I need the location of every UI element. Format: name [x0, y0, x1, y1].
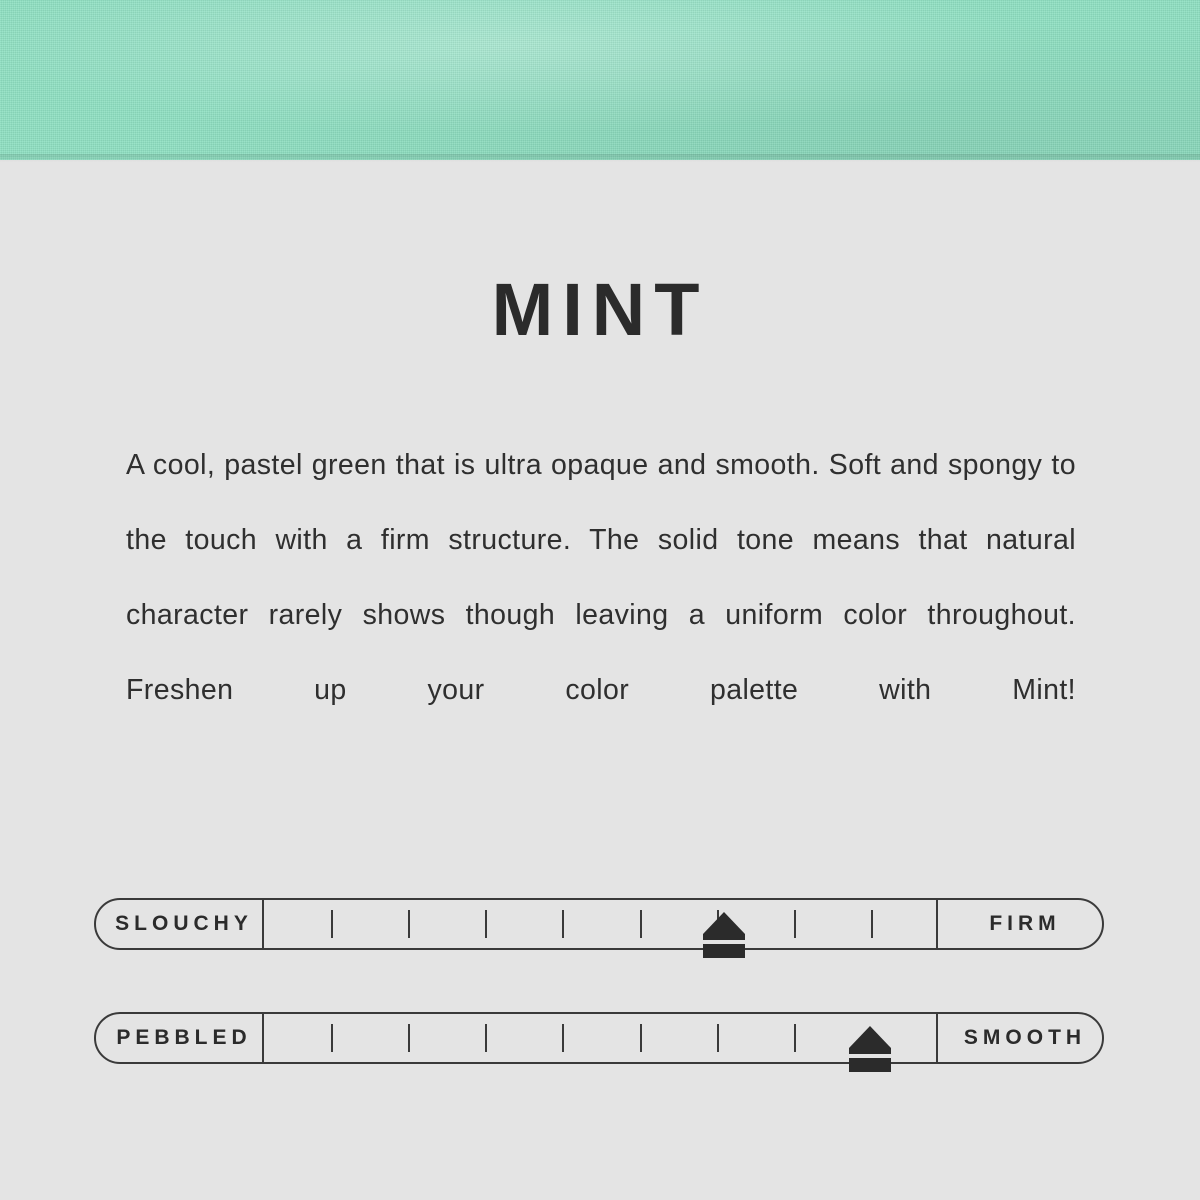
- tick: [485, 910, 487, 938]
- structure-scale-ticks: [264, 898, 936, 950]
- tick: [640, 1024, 642, 1052]
- tick: [562, 1024, 564, 1052]
- structure-scale-marker[interactable]: [703, 912, 745, 958]
- structure-scale-right-label: FIRM: [936, 898, 1106, 950]
- page-title: MINT: [491, 268, 709, 351]
- color-swatch: [0, 0, 1200, 160]
- tick: [794, 1024, 796, 1052]
- marker-slot: [703, 940, 745, 944]
- marker-head-icon: [849, 1026, 891, 1048]
- marker-foot: [849, 1064, 891, 1072]
- tick: [331, 910, 333, 938]
- tick: [640, 910, 642, 938]
- tick: [408, 1024, 410, 1052]
- texture-scale-ticks: [264, 1012, 936, 1064]
- tick: [871, 910, 873, 938]
- tick: [408, 910, 410, 938]
- marker-slot: [849, 1054, 891, 1058]
- tick: [485, 1024, 487, 1052]
- structure-scale: [94, 898, 1106, 952]
- swatch-shadow: [0, 154, 1200, 162]
- structure-scale-left-label: SLOUCHY: [94, 898, 264, 950]
- color-description: A cool, pastel green that is ultra opaque and smooth. Soft and spongy to the touch with a firm structure. The solid tone means that natural character rarely shows though leaving a uniform color throughout. Freshen up your color palette with Mint!: [126, 449, 1076, 706]
- texture-scale-left-label: PEBBLED: [94, 1012, 264, 1064]
- texture-scale-right-label: SMOOTH: [936, 1012, 1106, 1064]
- tick: [562, 910, 564, 938]
- tick: [794, 910, 796, 938]
- tick: [331, 1024, 333, 1052]
- tick: [717, 1024, 719, 1052]
- texture-scale-marker[interactable]: [849, 1026, 891, 1072]
- scales-group: [94, 898, 1106, 1126]
- texture-scale: [94, 1012, 1106, 1066]
- marker-head-icon: [703, 912, 745, 934]
- marker-foot: [703, 950, 745, 958]
